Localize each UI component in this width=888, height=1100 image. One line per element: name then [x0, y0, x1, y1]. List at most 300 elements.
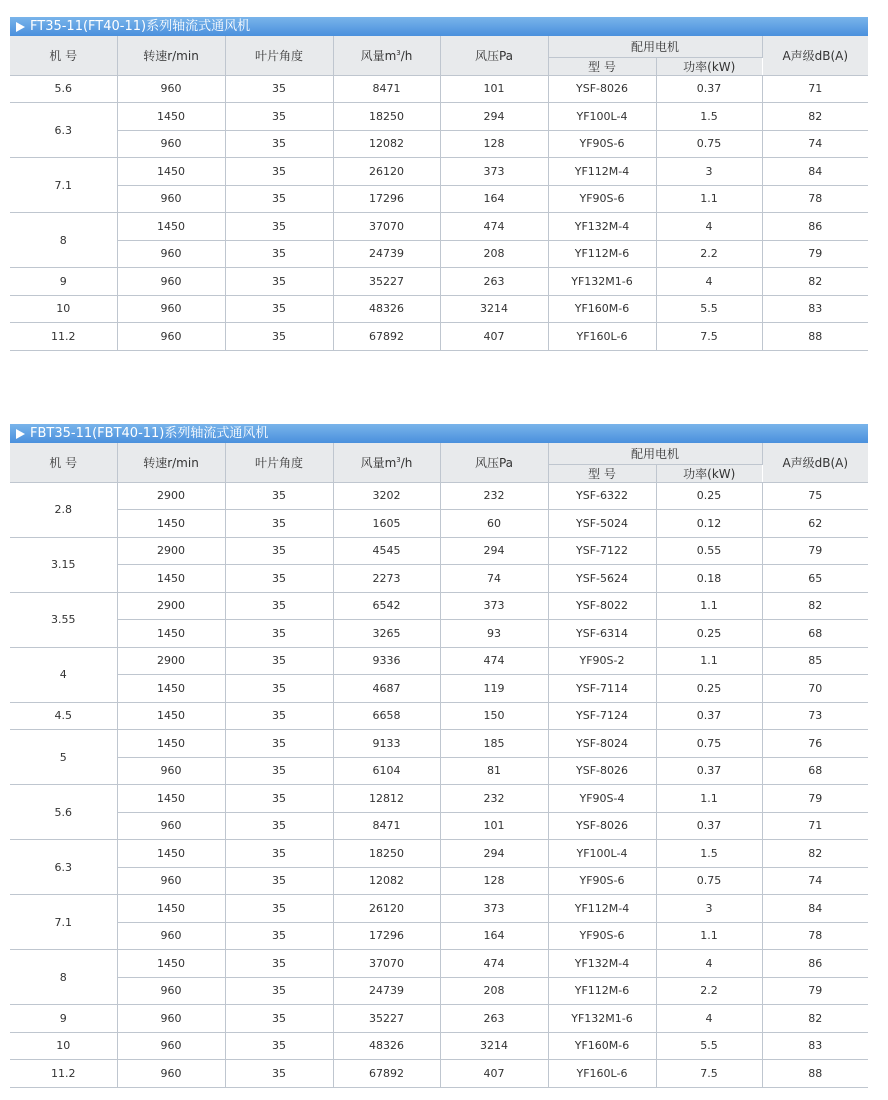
cell-speed: 960 — [117, 130, 225, 158]
cell-power: 1.1 — [656, 185, 762, 213]
cell-pressure: 81 — [440, 757, 548, 785]
cell-motor-type: YSF-6314 — [548, 620, 656, 648]
cell-flow: 17296 — [333, 922, 440, 950]
table-row — [10, 592, 868, 620]
cell-noise: 79 — [762, 785, 868, 813]
cell-speed: 2900 — [117, 647, 225, 675]
cell-noise: 86 — [762, 950, 868, 978]
cell-noise: 83 — [762, 1032, 868, 1060]
cell-power: 1.5 — [656, 840, 762, 868]
cell-flow: 4545 — [333, 537, 440, 565]
fbt35-section — [10, 424, 868, 1088]
cell-noise: 78 — [762, 922, 868, 950]
cell-power: 0.37 — [656, 75, 762, 103]
cell-pressure: 294 — [440, 840, 548, 868]
cell-flow: 67892 — [333, 1060, 440, 1088]
cell-motor-type: YF132M-4 — [548, 950, 656, 978]
cell-speed: 1450 — [117, 675, 225, 703]
cell-power: 0.25 — [656, 482, 762, 510]
cell-power: 0.75 — [656, 730, 762, 758]
cell-flow: 9336 — [333, 647, 440, 675]
cell-model: 3.55 — [10, 592, 117, 647]
cell-power: 1.1 — [656, 785, 762, 813]
header-flow-sup: 3 — [396, 48, 401, 57]
cell-pressure: 474 — [440, 647, 548, 675]
triangle-bullet-icon — [16, 22, 25, 32]
cell-noise: 84 — [762, 895, 868, 923]
cell-motor-type: YSF-7114 — [548, 675, 656, 703]
table-row — [10, 240, 868, 268]
cell-angle: 35 — [225, 295, 333, 323]
cell-model: 6.3 — [10, 840, 117, 895]
cell-power: 0.75 — [656, 867, 762, 895]
spec-table — [10, 443, 868, 1088]
cell-flow: 24739 — [333, 977, 440, 1005]
cell-angle: 35 — [225, 867, 333, 895]
cell-flow: 2273 — [333, 565, 440, 593]
table-row — [10, 1060, 868, 1088]
cell-pressure: 101 — [440, 75, 548, 103]
cell-pressure: 150 — [440, 702, 548, 730]
cell-model: 7.1 — [10, 158, 117, 213]
cell-angle: 35 — [225, 730, 333, 758]
table-row — [10, 103, 868, 131]
cell-flow: 3202 — [333, 482, 440, 510]
cell-motor-type: YSF-5024 — [548, 510, 656, 538]
cell-pressure: 474 — [440, 950, 548, 978]
cell-flow: 24739 — [333, 240, 440, 268]
cell-motor-type: YF90S-4 — [548, 785, 656, 813]
cell-model: 9 — [10, 268, 117, 296]
cell-noise: 68 — [762, 620, 868, 648]
cell-speed: 2900 — [117, 537, 225, 565]
cell-speed: 960 — [117, 1060, 225, 1088]
cell-pressure: 208 — [440, 240, 548, 268]
table-row — [10, 950, 868, 978]
cell-speed: 960 — [117, 757, 225, 785]
cell-noise: 75 — [762, 482, 868, 510]
cell-speed: 1450 — [117, 785, 225, 813]
cell-power: 4 — [656, 1005, 762, 1033]
table-row — [10, 1032, 868, 1060]
cell-speed: 1450 — [117, 730, 225, 758]
cell-flow: 6104 — [333, 757, 440, 785]
table-row — [10, 1005, 868, 1033]
table-row — [10, 565, 868, 593]
cell-speed: 1450 — [117, 158, 225, 186]
cell-motor-type: YSF-8026 — [548, 75, 656, 103]
header-motor: 配用电机 — [548, 36, 762, 57]
cell-speed: 960 — [117, 268, 225, 296]
cell-pressure: 263 — [440, 1005, 548, 1033]
header-noise: A声级dB(A) — [762, 443, 868, 482]
cell-power: 3 — [656, 158, 762, 186]
table-row — [10, 510, 868, 538]
cell-speed: 960 — [117, 1032, 225, 1060]
cell-angle: 35 — [225, 840, 333, 868]
cell-model: 8 — [10, 950, 117, 1005]
cell-pressure: 164 — [440, 922, 548, 950]
table-row — [10, 812, 868, 840]
cell-pressure: 407 — [440, 1060, 548, 1088]
cell-flow: 35227 — [333, 1005, 440, 1033]
table-row — [10, 537, 868, 565]
cell-noise: 68 — [762, 757, 868, 785]
cell-flow: 1605 — [333, 510, 440, 538]
cell-noise: 78 — [762, 185, 868, 213]
cell-motor-type: YF112M-4 — [548, 158, 656, 186]
cell-noise: 84 — [762, 158, 868, 186]
table-row — [10, 922, 868, 950]
cell-model: 2.8 — [10, 482, 117, 537]
table-row — [10, 647, 868, 675]
header-flow — [333, 36, 440, 75]
cell-power: 7.5 — [656, 323, 762, 351]
header-flow — [333, 443, 440, 482]
cell-noise: 76 — [762, 730, 868, 758]
header-flow-base: 风量m — [360, 48, 397, 63]
header-pressure: 风压Pa — [440, 36, 548, 75]
cell-power: 1.1 — [656, 647, 762, 675]
cell-power: 0.12 — [656, 510, 762, 538]
cell-angle: 35 — [225, 323, 333, 351]
cell-pressure: 101 — [440, 812, 548, 840]
cell-angle: 35 — [225, 565, 333, 593]
section-title: FBT35-11(FBT40-11)系列轴流式通风机 — [30, 426, 269, 441]
cell-pressure: 60 — [440, 510, 548, 538]
table-body — [10, 75, 868, 350]
cell-flow: 35227 — [333, 268, 440, 296]
table-row — [10, 702, 868, 730]
cell-noise: 74 — [762, 867, 868, 895]
cell-motor-type: YSF-8026 — [548, 812, 656, 840]
cell-pressure: 407 — [440, 323, 548, 351]
cell-flow: 67892 — [333, 323, 440, 351]
cell-pressure: 74 — [440, 565, 548, 593]
cell-power: 2.2 — [656, 977, 762, 1005]
header-angle: 叶片角度 — [225, 443, 333, 482]
cell-pressure: 208 — [440, 977, 548, 1005]
cell-power: 7.5 — [656, 1060, 762, 1088]
cell-pressure: 128 — [440, 867, 548, 895]
cell-motor-type: YF90S-2 — [548, 647, 656, 675]
cell-angle: 35 — [225, 922, 333, 950]
cell-speed: 1450 — [117, 702, 225, 730]
cell-noise: 82 — [762, 592, 868, 620]
cell-angle: 35 — [225, 1032, 333, 1060]
cell-power: 0.18 — [656, 565, 762, 593]
cell-model: 8 — [10, 213, 117, 268]
table-row — [10, 75, 868, 103]
cell-motor-type: YF90S-6 — [548, 130, 656, 158]
cell-flow: 26120 — [333, 895, 440, 923]
cell-motor-type: YSF-5624 — [548, 565, 656, 593]
cell-noise: 71 — [762, 75, 868, 103]
cell-motor-type: YF132M-4 — [548, 213, 656, 241]
cell-angle: 35 — [225, 757, 333, 785]
cell-pressure: 3214 — [440, 1032, 548, 1060]
cell-flow: 6658 — [333, 702, 440, 730]
cell-angle: 35 — [225, 702, 333, 730]
cell-power: 4 — [656, 950, 762, 978]
cell-flow: 3265 — [333, 620, 440, 648]
cell-angle: 35 — [225, 158, 333, 186]
cell-power: 0.75 — [656, 130, 762, 158]
cell-pressure: 373 — [440, 895, 548, 923]
cell-flow: 18250 — [333, 840, 440, 868]
table-row — [10, 185, 868, 213]
cell-power: 0.25 — [656, 675, 762, 703]
cell-angle: 35 — [225, 537, 333, 565]
cell-speed: 2900 — [117, 592, 225, 620]
cell-motor-type: YSF-8022 — [548, 592, 656, 620]
header-flow-tail: /h — [400, 455, 413, 470]
cell-angle: 35 — [225, 675, 333, 703]
cell-angle: 35 — [225, 812, 333, 840]
cell-angle: 35 — [225, 75, 333, 103]
header-motor-type: 型 号 — [548, 464, 656, 482]
cell-angle: 35 — [225, 130, 333, 158]
section-title: FT35-11(FT40-11)系列轴流式通风机 — [30, 19, 251, 34]
cell-motor-type: YF132M1-6 — [548, 268, 656, 296]
cell-angle: 35 — [225, 620, 333, 648]
cell-speed: 1450 — [117, 103, 225, 131]
table-row — [10, 867, 868, 895]
cell-flow: 12082 — [333, 130, 440, 158]
cell-motor-type: YSF-7122 — [548, 537, 656, 565]
cell-angle: 35 — [225, 977, 333, 1005]
table-row — [10, 213, 868, 241]
cell-power: 5.5 — [656, 295, 762, 323]
cell-speed: 1450 — [117, 213, 225, 241]
cell-speed: 1450 — [117, 840, 225, 868]
cell-angle: 35 — [225, 240, 333, 268]
cell-motor-type: YF112M-4 — [548, 895, 656, 923]
cell-power: 0.25 — [656, 620, 762, 648]
cell-noise: 82 — [762, 103, 868, 131]
cell-speed: 2900 — [117, 482, 225, 510]
cell-flow: 6542 — [333, 592, 440, 620]
cell-angle: 35 — [225, 1060, 333, 1088]
cell-angle: 35 — [225, 1005, 333, 1033]
cell-flow: 12812 — [333, 785, 440, 813]
cell-motor-type: YF100L-4 — [548, 840, 656, 868]
header-motor: 配用电机 — [548, 443, 762, 464]
cell-flow: 17296 — [333, 185, 440, 213]
cell-power: 0.37 — [656, 812, 762, 840]
cell-model: 11.2 — [10, 1060, 117, 1088]
header-motor-power: 功率(kW) — [656, 57, 762, 75]
header-angle: 叶片角度 — [225, 36, 333, 75]
cell-pressure: 93 — [440, 620, 548, 648]
ft35-section — [10, 17, 868, 351]
cell-noise: 88 — [762, 323, 868, 351]
cell-pressure: 232 — [440, 785, 548, 813]
cell-speed: 1450 — [117, 620, 225, 648]
cell-motor-type: YF132M1-6 — [548, 1005, 656, 1033]
cell-angle: 35 — [225, 895, 333, 923]
cell-noise: 79 — [762, 240, 868, 268]
table-row — [10, 268, 868, 296]
table-row — [10, 840, 868, 868]
cell-motor-type: YF160M-6 — [548, 1032, 656, 1060]
table-row — [10, 130, 868, 158]
cell-noise: 70 — [762, 675, 868, 703]
cell-motor-type: YF160L-6 — [548, 1060, 656, 1088]
cell-angle: 35 — [225, 268, 333, 296]
cell-pressure: 294 — [440, 103, 548, 131]
table-row — [10, 730, 868, 758]
cell-noise: 82 — [762, 268, 868, 296]
cell-model: 10 — [10, 1032, 117, 1060]
cell-flow: 26120 — [333, 158, 440, 186]
cell-speed: 960 — [117, 323, 225, 351]
cell-speed: 960 — [117, 867, 225, 895]
cell-flow: 8471 — [333, 75, 440, 103]
cell-model: 5 — [10, 730, 117, 785]
cell-angle: 35 — [225, 647, 333, 675]
cell-model: 5.6 — [10, 785, 117, 840]
table-row — [10, 675, 868, 703]
table-row — [10, 757, 868, 785]
cell-motor-type: YF100L-4 — [548, 103, 656, 131]
cell-flow: 8471 — [333, 812, 440, 840]
cell-flow: 9133 — [333, 730, 440, 758]
cell-noise: 79 — [762, 537, 868, 565]
table-row — [10, 295, 868, 323]
table-body — [10, 482, 868, 1087]
cell-power: 0.55 — [656, 537, 762, 565]
cell-motor-type: YSF-8026 — [548, 757, 656, 785]
cell-speed: 1450 — [117, 565, 225, 593]
cell-speed: 960 — [117, 1005, 225, 1033]
cell-pressure: 294 — [440, 537, 548, 565]
cell-speed: 960 — [117, 922, 225, 950]
cell-power: 4 — [656, 268, 762, 296]
cell-flow: 48326 — [333, 295, 440, 323]
cell-pressure: 373 — [440, 158, 548, 186]
table-row — [10, 620, 868, 648]
header-speed: 转速r/min — [117, 36, 225, 75]
cell-speed: 960 — [117, 185, 225, 213]
cell-flow: 37070 — [333, 950, 440, 978]
cell-angle: 35 — [225, 213, 333, 241]
cell-motor-type: YF112M-6 — [548, 240, 656, 268]
cell-power: 4 — [656, 213, 762, 241]
cell-model: 11.2 — [10, 323, 117, 351]
cell-flow: 37070 — [333, 213, 440, 241]
cell-motor-type: YSF-8024 — [548, 730, 656, 758]
cell-model: 5.6 — [10, 75, 117, 103]
table-row — [10, 977, 868, 1005]
cell-angle: 35 — [225, 785, 333, 813]
header-flow-tail: /h — [400, 48, 413, 63]
cell-motor-type: YSF-7124 — [548, 702, 656, 730]
cell-angle: 35 — [225, 482, 333, 510]
cell-speed: 960 — [117, 812, 225, 840]
cell-pressure: 263 — [440, 268, 548, 296]
cell-speed: 960 — [117, 240, 225, 268]
cell-speed: 960 — [117, 75, 225, 103]
cell-model: 4.5 — [10, 702, 117, 730]
cell-noise: 71 — [762, 812, 868, 840]
cell-angle: 35 — [225, 510, 333, 538]
cell-angle: 35 — [225, 950, 333, 978]
cell-pressure: 164 — [440, 185, 548, 213]
cell-noise: 82 — [762, 1005, 868, 1033]
cell-motor-type: YSF-6322 — [548, 482, 656, 510]
cell-pressure: 373 — [440, 592, 548, 620]
cell-model: 3.15 — [10, 537, 117, 592]
cell-motor-type: YF160M-6 — [548, 295, 656, 323]
cell-noise: 83 — [762, 295, 868, 323]
cell-power: 3 — [656, 895, 762, 923]
cell-power: 1.1 — [656, 922, 762, 950]
cell-pressure: 474 — [440, 213, 548, 241]
cell-noise: 86 — [762, 213, 868, 241]
cell-noise: 73 — [762, 702, 868, 730]
cell-flow: 12082 — [333, 867, 440, 895]
cell-speed: 960 — [117, 295, 225, 323]
table-row — [10, 323, 868, 351]
header-model: 机 号 — [10, 443, 117, 482]
cell-speed: 960 — [117, 977, 225, 1005]
cell-noise: 82 — [762, 840, 868, 868]
cell-flow: 4687 — [333, 675, 440, 703]
cell-motor-type: YF90S-6 — [548, 185, 656, 213]
cell-power: 1.5 — [656, 103, 762, 131]
cell-model: 9 — [10, 1005, 117, 1033]
cell-power: 2.2 — [656, 240, 762, 268]
cell-pressure: 185 — [440, 730, 548, 758]
cell-flow: 18250 — [333, 103, 440, 131]
header-noise: A声级dB(A) — [762, 36, 868, 75]
header-speed: 转速r/min — [117, 443, 225, 482]
cell-motor-type: YF160L-6 — [548, 323, 656, 351]
triangle-bullet-icon — [16, 429, 25, 439]
cell-speed: 1450 — [117, 895, 225, 923]
table-row — [10, 785, 868, 813]
cell-noise: 88 — [762, 1060, 868, 1088]
cell-angle: 35 — [225, 592, 333, 620]
cell-angle: 35 — [225, 103, 333, 131]
cell-pressure: 128 — [440, 130, 548, 158]
cell-power: 5.5 — [656, 1032, 762, 1060]
table-row — [10, 158, 868, 186]
cell-noise: 65 — [762, 565, 868, 593]
cell-motor-type: YF112M-6 — [548, 977, 656, 1005]
header-motor-type: 型 号 — [548, 57, 656, 75]
header-motor-power: 功率(kW) — [656, 464, 762, 482]
cell-noise: 79 — [762, 977, 868, 1005]
section-title-bar — [10, 424, 868, 443]
cell-motor-type: YF90S-6 — [548, 922, 656, 950]
cell-model: 10 — [10, 295, 117, 323]
section-title-bar — [10, 17, 868, 36]
cell-power: 0.37 — [656, 702, 762, 730]
cell-power: 1.1 — [656, 592, 762, 620]
cell-flow: 48326 — [333, 1032, 440, 1060]
header-flow-base: 风量m — [360, 455, 397, 470]
cell-noise: 85 — [762, 647, 868, 675]
cell-pressure: 3214 — [440, 295, 548, 323]
cell-speed: 1450 — [117, 950, 225, 978]
cell-angle: 35 — [225, 185, 333, 213]
header-flow-sup: 3 — [396, 455, 401, 464]
cell-model: 4 — [10, 647, 117, 702]
cell-noise: 74 — [762, 130, 868, 158]
header-pressure: 风压Pa — [440, 443, 548, 482]
